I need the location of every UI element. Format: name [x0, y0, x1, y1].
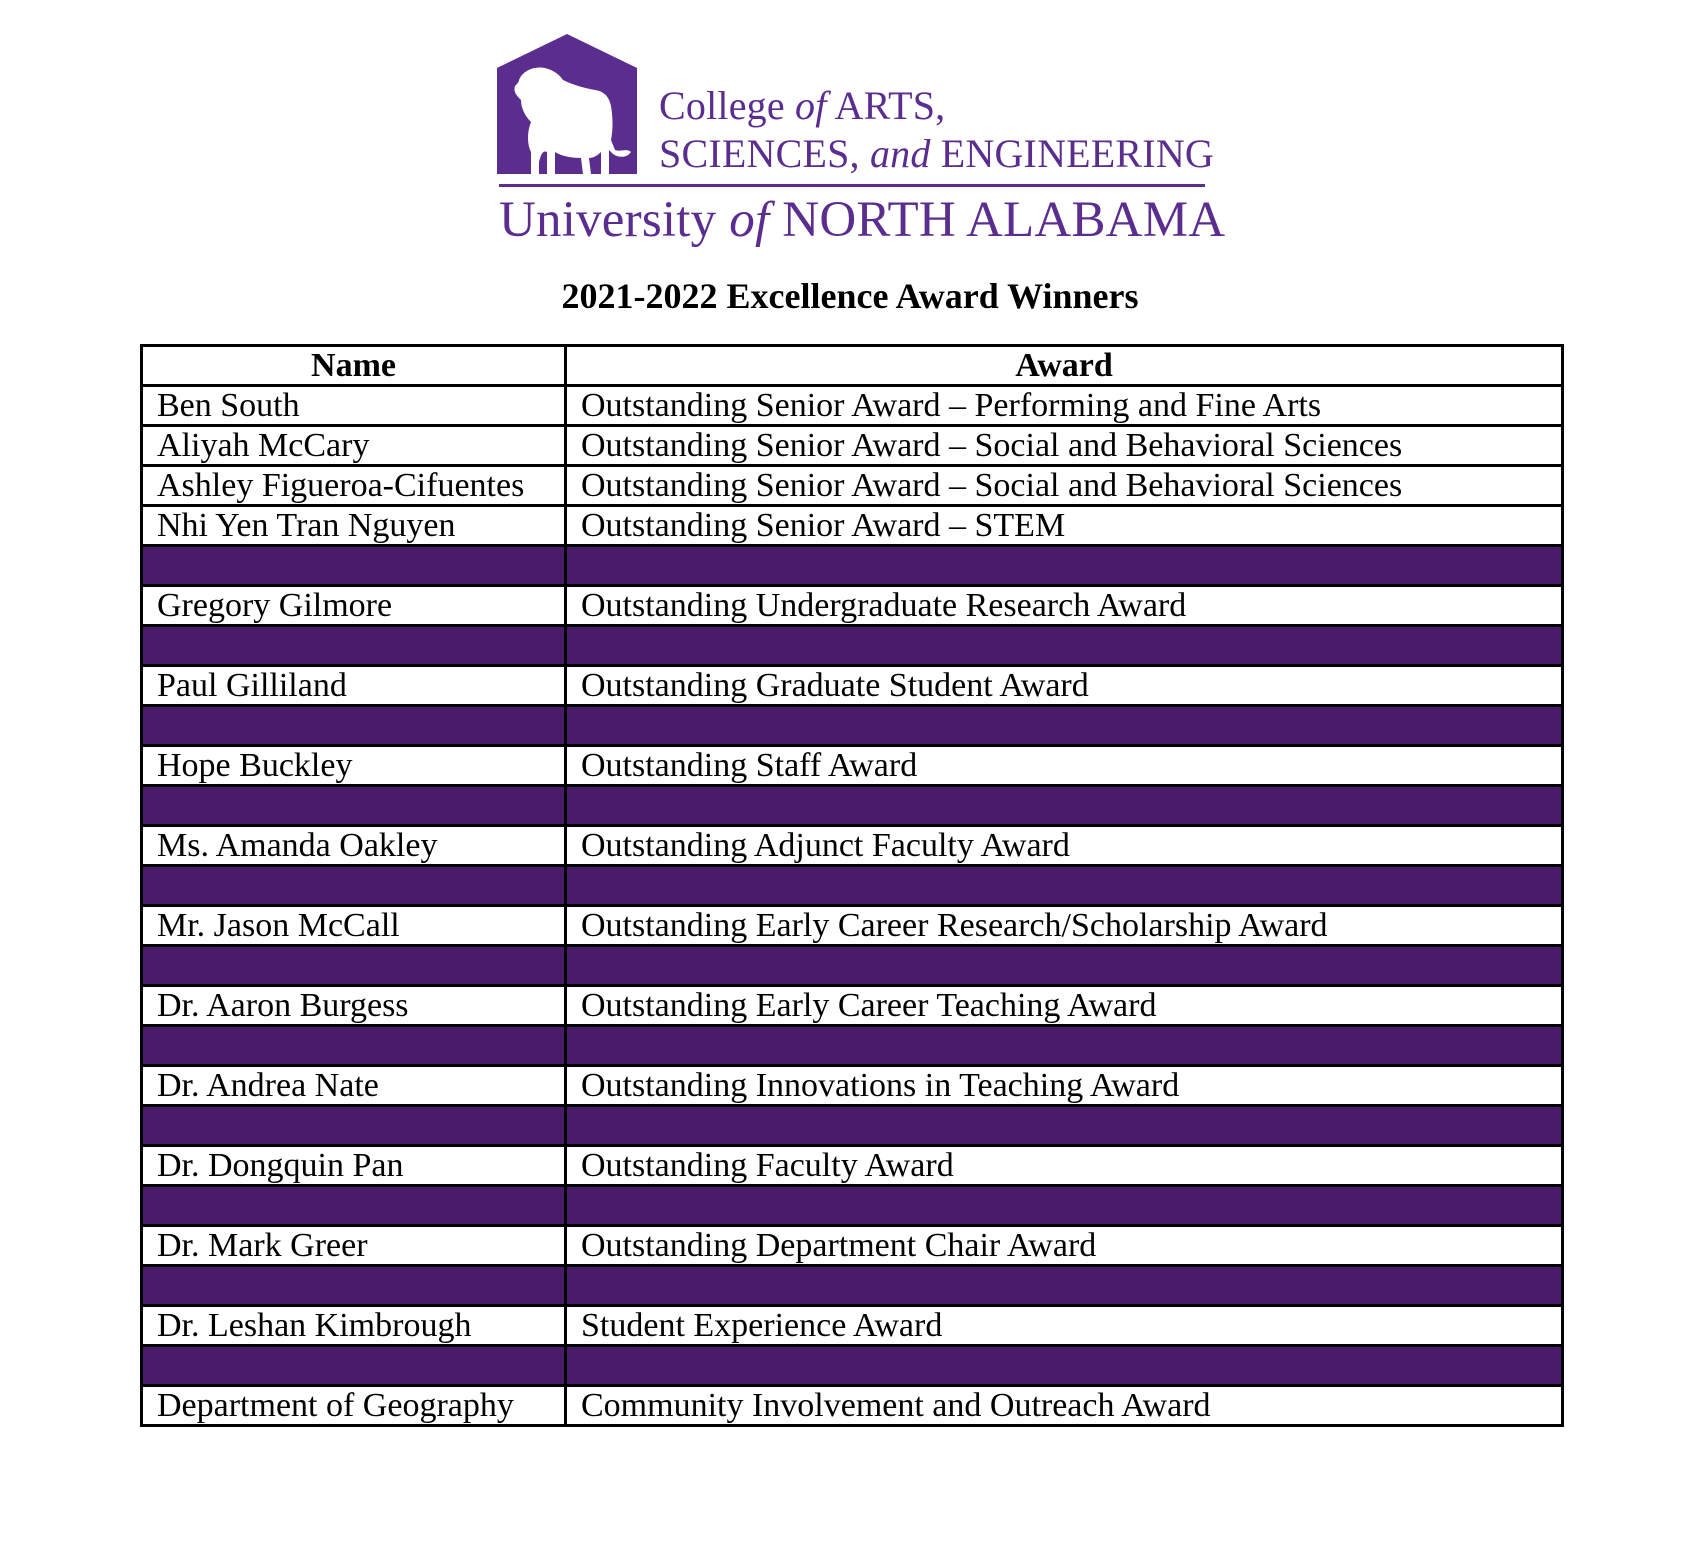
award-name: Outstanding Senior Award – Social and Behavioral Sciences	[566, 426, 1563, 466]
award-name: Outstanding Early Career Research/Scholarship Award	[566, 906, 1563, 946]
table-spacer-row	[142, 946, 1563, 986]
lion-icon	[497, 34, 637, 174]
winner-name: Department of Geography	[142, 1386, 566, 1426]
winner-name: Dr. Aaron Burgess	[142, 986, 566, 1026]
spacer-cell	[566, 1346, 1563, 1386]
spacer-cell	[142, 626, 566, 666]
table-row	[142, 1226, 1563, 1266]
table-header-row	[142, 346, 1563, 386]
table-spacer-row	[142, 626, 1563, 666]
logo-line1-italic: of	[795, 83, 827, 128]
award-name: Outstanding Department Chair Award	[566, 1226, 1563, 1266]
spacer-cell	[142, 1186, 566, 1226]
spacer-cell	[142, 546, 566, 586]
table-spacer-row	[142, 1266, 1563, 1306]
logo-sciences-line	[659, 130, 1214, 178]
table-row	[142, 1066, 1563, 1106]
logo-college-line	[659, 82, 945, 130]
spacer-cell	[566, 1266, 1563, 1306]
logo-line2-italic: and	[869, 131, 931, 176]
table-spacer-row	[142, 786, 1563, 826]
table-row	[142, 466, 1563, 506]
spacer-cell	[142, 786, 566, 826]
spacer-cell	[142, 1346, 566, 1386]
award-name: Student Experience Award	[566, 1306, 1563, 1346]
winner-name: Dr. Dongquin Pan	[142, 1146, 566, 1186]
table-row	[142, 826, 1563, 866]
page-title: 2021-2022 Excellence Award Winners	[561, 276, 1139, 316]
table-row	[142, 906, 1563, 946]
award-name: Outstanding Senior Award – Social and Behavioral Sciences	[566, 466, 1563, 506]
award-name: Outstanding Senior Award – Performing and Fine Arts	[566, 386, 1563, 426]
spacer-cell	[566, 1026, 1563, 1066]
table-row	[142, 1386, 1563, 1426]
spacer-cell	[142, 1026, 566, 1066]
award-name: Outstanding Graduate Student Award	[566, 666, 1563, 706]
logo-line3-italic: of	[729, 192, 770, 248]
winner-name: Gregory Gilmore	[142, 586, 566, 626]
header-award: Award	[566, 346, 1563, 386]
logo-line2-post: ENGINEERING	[930, 131, 1215, 176]
spacer-cell	[142, 1106, 566, 1146]
awards-table-body	[142, 386, 1563, 1426]
winner-name: Dr. Andrea Nate	[142, 1066, 566, 1106]
award-name: Outstanding Faculty Award	[566, 1146, 1563, 1186]
winner-name: Paul Gilliland	[142, 666, 566, 706]
spacer-cell	[142, 866, 566, 906]
winner-name: Ben South	[142, 386, 566, 426]
table-spacer-row	[142, 866, 1563, 906]
header-name: Name	[142, 346, 566, 386]
logo-line3-pre: University	[499, 192, 730, 248]
spacer-cell	[566, 946, 1563, 986]
award-name: Outstanding Innovations in Teaching Award	[566, 1066, 1563, 1106]
winner-name: Dr. Leshan Kimbrough	[142, 1306, 566, 1346]
table-spacer-row	[142, 1106, 1563, 1146]
winner-name: Dr. Mark Greer	[142, 1226, 566, 1266]
table-spacer-row	[142, 546, 1563, 586]
table-spacer-row	[142, 1186, 1563, 1226]
spacer-cell	[566, 786, 1563, 826]
table-row	[142, 986, 1563, 1026]
table-row	[142, 586, 1563, 626]
spacer-cell	[566, 706, 1563, 746]
award-name: Outstanding Staff Award	[566, 746, 1563, 786]
table-row	[142, 746, 1563, 786]
logo-divider	[499, 184, 1205, 187]
table-row	[142, 1146, 1563, 1186]
award-name: Outstanding Undergraduate Research Award	[566, 586, 1563, 626]
table-row	[142, 426, 1563, 466]
spacer-cell	[142, 946, 566, 986]
table-row	[142, 1306, 1563, 1346]
table-row	[142, 666, 1563, 706]
spacer-cell	[566, 626, 1563, 666]
logo-line3-post: NORTH ALABAMA	[769, 192, 1226, 248]
logo-line1-post: ARTS,	[826, 83, 946, 128]
award-name: Community Involvement and Outreach Award	[566, 1386, 1563, 1426]
table-spacer-row	[142, 1346, 1563, 1386]
winner-name: Mr. Jason McCall	[142, 906, 566, 946]
awards-table	[140, 344, 1564, 1427]
winner-name: Aliyah McCary	[142, 426, 566, 466]
winner-name: Ashley Figueroa-Cifuentes	[142, 466, 566, 506]
spacer-cell	[142, 706, 566, 746]
winner-name: Ms. Amanda Oakley	[142, 826, 566, 866]
spacer-cell	[566, 546, 1563, 586]
award-name: Outstanding Adjunct Faculty Award	[566, 826, 1563, 866]
table-spacer-row	[142, 706, 1563, 746]
spacer-cell	[142, 1266, 566, 1306]
table-row	[142, 386, 1563, 426]
spacer-cell	[566, 1106, 1563, 1146]
logo-line2-pre: SCIENCES,	[659, 131, 870, 176]
award-name: Outstanding Early Career Teaching Award	[566, 986, 1563, 1026]
logo-university-line	[499, 192, 1225, 248]
spacer-cell	[566, 1186, 1563, 1226]
winner-name: Nhi Yen Tran Nguyen	[142, 506, 566, 546]
college-logo	[497, 34, 1226, 249]
logo-line1-pre: College	[659, 83, 796, 128]
winner-name: Hope Buckley	[142, 746, 566, 786]
table-spacer-row	[142, 1026, 1563, 1066]
spacer-cell	[566, 866, 1563, 906]
table-row	[142, 506, 1563, 546]
award-name: Outstanding Senior Award – STEM	[566, 506, 1563, 546]
